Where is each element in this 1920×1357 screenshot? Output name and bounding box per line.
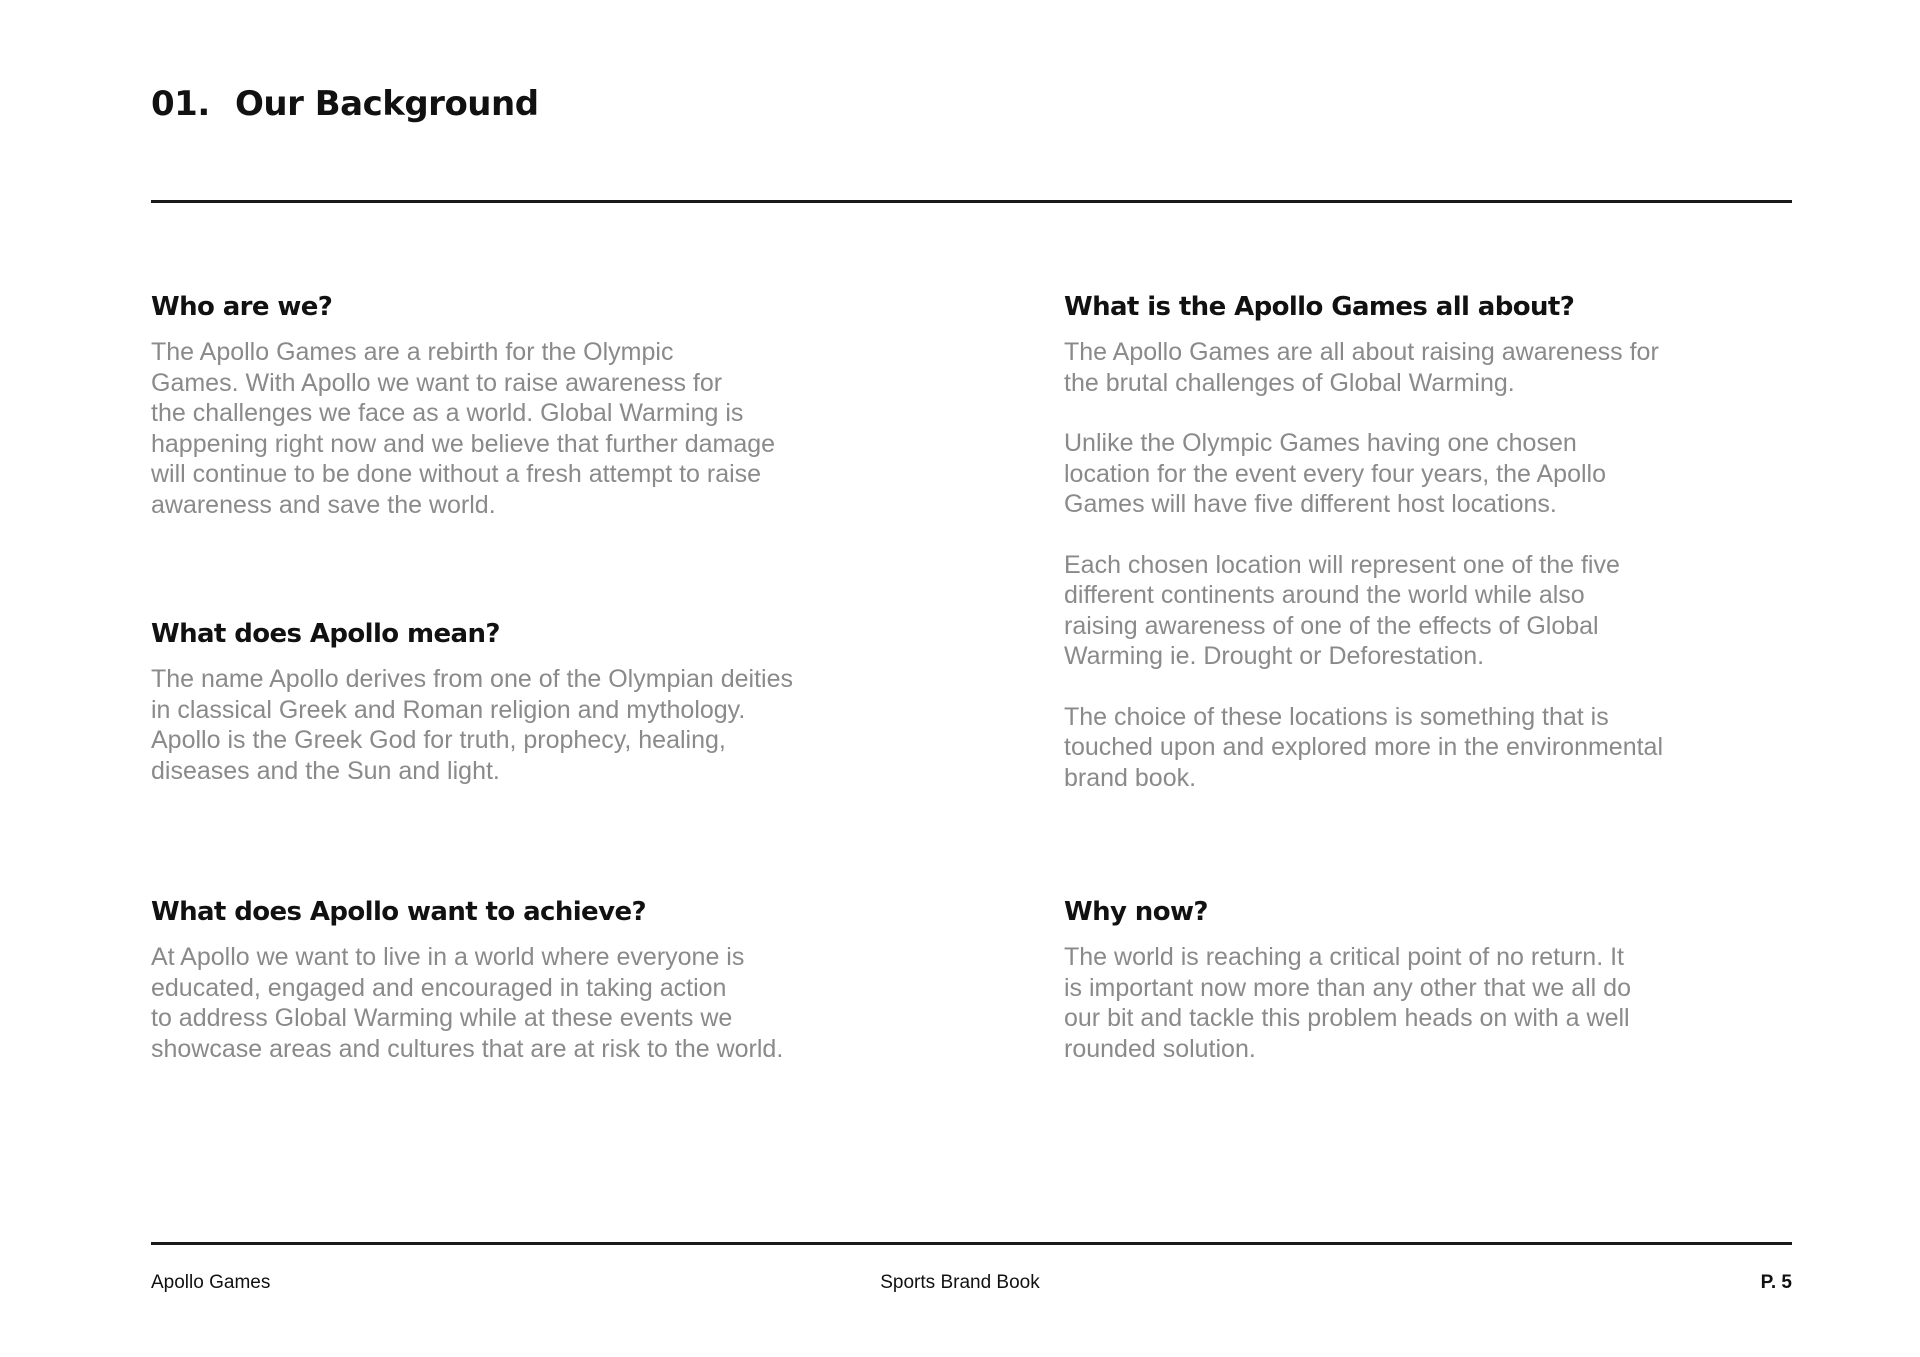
section-paragraph: At Apollo we want to live in a world where everyone is educated, engaged and encouraged in taking action to address Global Warming while at these events we showcase areas and cultures that are at risk to the world. xyxy=(151,943,784,1063)
section-what-does-apollo-mean xyxy=(151,618,871,786)
footer-document-title: Sports Brand Book xyxy=(880,1272,1040,1293)
section-who-are-we xyxy=(151,291,871,520)
section-heading: Who are we? xyxy=(151,292,333,322)
section-number: 01. xyxy=(151,84,210,124)
section-paragraph: The Apollo Games are a rebirth for the Olympic Games. With Apollo we want to raise awareness for the challenges we face as a world. Global Warming is happening right now and we believe that further damage will continue to be done without a fresh attempt to raise awareness and save the world. xyxy=(151,338,776,519)
footer-brand: Apollo Games xyxy=(151,1272,271,1293)
section-paragraph: The Apollo Games are all about raising awareness for the brutal challenges of Global Warming. xyxy=(1064,338,1659,397)
bottom-divider xyxy=(151,1242,1792,1245)
section-paragraph: The world is reaching a critical point of no return. It is important now more than any other that we all do our bit and tackle this problem heads on with a well rounded solution. xyxy=(1064,943,1631,1063)
section-paragraph: Unlike the Olympic Games having one chosen location for the event every four years, the Apollo Games will have five different host locations. xyxy=(1064,429,1606,518)
section-heading: What does Apollo want to achieve? xyxy=(151,897,646,927)
section-paragraph: The choice of these locations is something that is touched upon and explored more in the environmental brand book. xyxy=(1064,702,1664,792)
page-title xyxy=(151,84,539,124)
section-heading: What is the Apollo Games all about? xyxy=(1064,292,1575,322)
section-heading: Why now? xyxy=(1064,897,1208,927)
section-why-now xyxy=(1064,896,1804,1064)
section-what-does-apollo-want xyxy=(151,896,871,1064)
top-divider xyxy=(151,200,1792,203)
section-heading: What does Apollo mean? xyxy=(151,619,500,649)
section-title: Our Background xyxy=(235,84,539,124)
section-what-is-apollo-about xyxy=(1064,291,1804,793)
section-paragraph: The name Apollo derives from one of the Olympian deities in classical Greek and Roman religion and mythology. Apollo is the Greek God for truth, prophecy, healing, diseases and the Sun and light. xyxy=(151,665,794,785)
section-paragraph: Each chosen location will represent one of the five different continents around the world while also raising awareness of one of the effects of Global Warming ie. Drought or Deforestation. xyxy=(1064,550,1620,670)
page-number: P. 5 xyxy=(1760,1272,1792,1293)
